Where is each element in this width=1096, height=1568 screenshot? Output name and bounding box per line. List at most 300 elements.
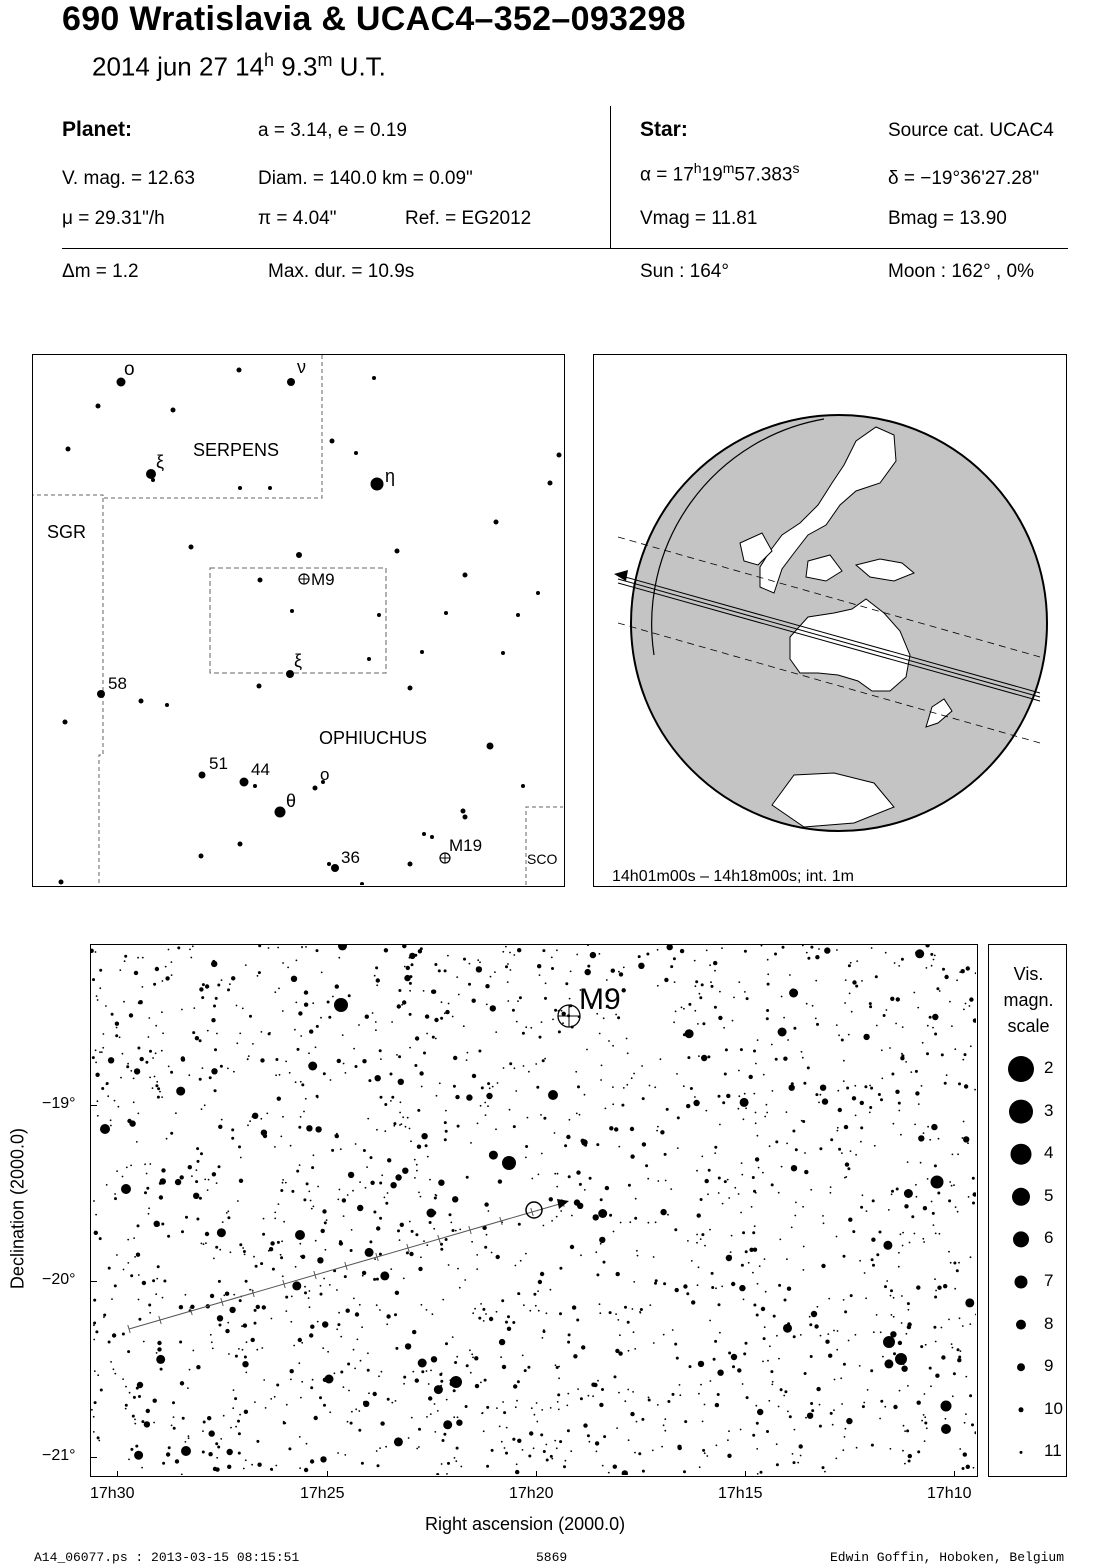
field-star — [113, 1334, 115, 1336]
field-star — [95, 1073, 99, 1077]
field-star — [216, 1182, 218, 1184]
hour-superscript: h — [264, 50, 275, 70]
field-star — [900, 1056, 904, 1060]
field-star — [753, 1050, 756, 1053]
field-star — [830, 1186, 832, 1188]
field-star — [902, 1026, 904, 1028]
field-star — [955, 1206, 957, 1208]
field-star — [700, 1238, 702, 1240]
field-star — [691, 1300, 695, 1304]
field-star — [648, 1399, 651, 1402]
field-star — [323, 1404, 326, 1407]
field-star — [556, 1186, 558, 1188]
field-star — [938, 1138, 940, 1140]
field-star — [342, 1034, 344, 1036]
field-star — [522, 1449, 524, 1451]
field-star — [552, 1019, 554, 1021]
field-star — [975, 972, 976, 974]
field-star — [904, 1430, 906, 1432]
field-star — [167, 1235, 170, 1238]
field-star — [663, 1424, 665, 1426]
field-star — [376, 1450, 378, 1452]
field-star — [731, 1282, 735, 1286]
field-star — [449, 1213, 452, 1216]
field-star — [155, 1052, 157, 1054]
field-star — [419, 1071, 423, 1075]
field-star — [865, 1297, 867, 1299]
field-star — [115, 1034, 118, 1037]
field-star — [332, 996, 334, 998]
field-star — [114, 1284, 117, 1287]
field-star — [626, 1038, 628, 1040]
field-star — [738, 1108, 740, 1110]
field-star — [116, 1027, 118, 1029]
field-star — [944, 1082, 947, 1085]
field-star — [876, 1314, 878, 1316]
field-star — [737, 1368, 741, 1372]
field-star — [189, 949, 191, 951]
field-star — [456, 1420, 462, 1426]
field-star — [155, 1084, 158, 1087]
field-star — [800, 1334, 802, 1336]
field-star — [677, 1116, 680, 1119]
field-star — [317, 1097, 319, 1099]
field-star — [483, 1320, 485, 1322]
field-star — [418, 1267, 422, 1271]
field-star — [363, 1149, 366, 1152]
field-star — [397, 1229, 400, 1232]
field-star — [466, 1059, 468, 1061]
field-star — [816, 1023, 819, 1026]
field-star — [403, 1376, 406, 1379]
field-star — [283, 1221, 285, 1223]
field-star — [686, 1104, 690, 1108]
field-star — [824, 1471, 826, 1473]
field-star — [192, 1350, 194, 1352]
field-star — [765, 1291, 767, 1293]
field-star — [886, 1009, 888, 1011]
ra-minutes: 19 — [701, 164, 723, 186]
finder-star — [487, 743, 494, 750]
field-star — [452, 1016, 454, 1018]
field-star — [372, 1012, 374, 1014]
field-star — [337, 1059, 341, 1063]
field-star — [742, 1231, 745, 1234]
field-star — [615, 1313, 617, 1315]
label-nu: ν — [297, 357, 306, 377]
field-star — [738, 1193, 740, 1195]
field-star — [227, 1068, 229, 1070]
field-star — [948, 1199, 951, 1202]
field-star — [155, 967, 159, 971]
field-star — [636, 1250, 638, 1252]
field-star — [664, 1418, 666, 1420]
field-star — [780, 1388, 783, 1391]
field-star — [300, 1035, 302, 1037]
finder-star — [238, 842, 243, 847]
field-star — [569, 1119, 571, 1121]
field-star — [543, 1117, 546, 1120]
field-star — [742, 1383, 744, 1385]
field-star — [838, 1034, 840, 1036]
field-star — [954, 1048, 956, 1050]
field-star — [114, 1197, 117, 1200]
field-star — [133, 1101, 135, 1103]
field-star — [577, 1085, 580, 1088]
field-star — [105, 1005, 107, 1007]
legend-magnitude-label: 4 — [1044, 1143, 1054, 1163]
field-star — [148, 1213, 150, 1215]
field-star — [149, 1050, 152, 1053]
field-star — [841, 1403, 843, 1405]
field-star — [725, 1048, 728, 1051]
field-star — [634, 1348, 636, 1350]
field-star — [756, 1448, 758, 1450]
field-star — [847, 1167, 850, 1170]
field-star — [512, 1321, 515, 1324]
field-star — [136, 1141, 138, 1143]
field-star — [179, 1341, 182, 1344]
field-star — [732, 1365, 735, 1368]
field-star — [843, 1255, 846, 1258]
field-star — [483, 1430, 485, 1432]
field-star — [789, 974, 791, 976]
footer-author: Edwin Goffin, Hoboken, Belgium — [830, 1550, 1065, 1565]
field-star — [738, 1095, 740, 1097]
field-star — [706, 1455, 708, 1457]
y-tick-label: −20° — [42, 1271, 76, 1288]
field-star — [406, 1251, 409, 1254]
field-star — [299, 1467, 301, 1469]
field-star — [325, 1249, 327, 1251]
field-star — [142, 986, 144, 988]
field-star — [93, 1416, 95, 1418]
field-star — [908, 1454, 912, 1458]
field-star — [908, 1460, 911, 1463]
field-star — [306, 1125, 312, 1131]
field-star — [559, 1267, 562, 1270]
field-star — [642, 1142, 646, 1146]
field-star — [817, 1306, 819, 1308]
field-star — [486, 1093, 492, 1099]
minute-superscript: m — [317, 50, 333, 70]
field-star — [773, 1315, 776, 1318]
field-star — [253, 1256, 255, 1258]
field-star — [244, 1254, 246, 1256]
field-star — [801, 1051, 803, 1053]
field-star — [471, 1353, 473, 1355]
field-star — [496, 1407, 498, 1409]
field-star — [484, 1246, 487, 1249]
field-star — [640, 1308, 643, 1311]
field-star — [496, 1311, 498, 1313]
field-star — [156, 1352, 158, 1354]
field-star — [908, 1309, 910, 1311]
field-star — [376, 984, 378, 986]
field-star — [617, 1319, 619, 1321]
field-star — [485, 984, 489, 988]
field-star — [350, 1249, 353, 1252]
field-star — [315, 1240, 317, 1242]
field-star — [476, 1268, 478, 1270]
field-star — [722, 1203, 724, 1205]
field-star — [304, 990, 308, 994]
field-star — [154, 1076, 156, 1078]
field-star — [278, 988, 280, 990]
finder-star — [516, 613, 520, 617]
ra-hours: α = 17 — [640, 164, 694, 186]
field-star — [95, 1330, 98, 1333]
legend-dot — [1009, 1100, 1033, 1124]
field-star — [509, 1062, 512, 1065]
field-star — [242, 1361, 248, 1367]
field-star — [99, 969, 102, 972]
field-star — [447, 1462, 450, 1465]
field-star — [672, 1393, 675, 1396]
field-star — [162, 1297, 164, 1299]
field-star — [973, 1018, 976, 1022]
field-star — [522, 1032, 525, 1035]
field-star — [501, 1299, 504, 1302]
bright-star — [181, 1446, 191, 1456]
field-star — [710, 981, 712, 983]
field-star — [647, 1178, 649, 1180]
field-star — [809, 1323, 812, 1326]
field-star — [221, 1119, 223, 1121]
field-star — [907, 1302, 910, 1305]
field-star — [871, 1238, 875, 1242]
field-star — [601, 1065, 603, 1067]
field-star — [683, 1470, 686, 1473]
field-star — [486, 1004, 488, 1006]
field-star — [444, 1138, 447, 1141]
field-star — [513, 954, 515, 956]
field-star — [575, 1071, 577, 1073]
field-star — [188, 1435, 190, 1437]
field-star — [261, 1347, 263, 1349]
field-star — [827, 1333, 829, 1335]
boundary-serpens — [33, 355, 322, 498]
field-star — [218, 1165, 221, 1168]
field-star — [606, 979, 608, 981]
field-star — [756, 1314, 759, 1317]
field-star — [539, 974, 541, 976]
field-star — [303, 1198, 306, 1201]
field-star — [611, 969, 615, 973]
field-star — [229, 1307, 235, 1313]
field-star — [701, 1156, 703, 1158]
field-star — [225, 1292, 229, 1296]
field-star — [551, 967, 554, 970]
field-star — [423, 1052, 426, 1055]
field-star — [314, 1416, 318, 1420]
field-star — [770, 1370, 773, 1373]
field-star — [256, 1305, 260, 1309]
field-star — [871, 947, 873, 949]
field-star — [343, 1386, 345, 1388]
field-star — [568, 1175, 571, 1178]
field-star — [216, 1457, 218, 1459]
field-star — [337, 1452, 339, 1454]
field-star — [162, 1032, 164, 1034]
field-star — [157, 1341, 161, 1345]
field-star — [845, 1176, 847, 1178]
field-star — [91, 1409, 93, 1411]
field-star — [316, 1025, 319, 1028]
field-star — [859, 1365, 861, 1367]
bright-star — [548, 1090, 558, 1100]
field-star — [590, 952, 596, 958]
field-star — [384, 1130, 386, 1132]
field-star — [141, 1420, 144, 1423]
field-star — [783, 1017, 785, 1019]
field-star — [776, 1443, 778, 1445]
magnitude-legend — [988, 944, 1067, 1477]
field-star — [434, 1431, 436, 1433]
field-star — [893, 1405, 897, 1409]
field-star — [133, 1078, 135, 1080]
field-star — [180, 1175, 184, 1179]
field-star — [488, 1210, 490, 1212]
field-star — [753, 1248, 757, 1252]
field-star — [537, 1290, 539, 1292]
field-star — [713, 961, 717, 965]
field-star — [896, 1188, 899, 1191]
field-star — [152, 1280, 154, 1282]
field-star — [907, 1322, 911, 1326]
field-star — [855, 1334, 857, 1336]
field-star — [515, 1406, 517, 1408]
field-star — [905, 1061, 907, 1063]
field-star — [335, 1134, 339, 1138]
field-star — [848, 1218, 852, 1222]
field-star — [507, 963, 509, 965]
field-star — [439, 1082, 441, 1084]
field-star — [673, 957, 676, 960]
bright-star — [502, 1156, 516, 1170]
field-star — [507, 981, 509, 983]
field-star — [807, 1066, 810, 1069]
field-star — [943, 1284, 947, 1288]
field-star — [609, 1214, 612, 1217]
legend-magnitude-label: 2 — [1044, 1058, 1054, 1077]
field-star — [714, 1146, 717, 1149]
field-star — [702, 1421, 704, 1423]
field-star — [937, 1286, 941, 1290]
field-star — [376, 1278, 379, 1281]
finder-star — [286, 670, 294, 678]
field-star — [482, 1412, 484, 1414]
field-star — [876, 1253, 879, 1256]
field-star — [227, 1449, 233, 1455]
field-star — [586, 1049, 588, 1051]
finder-star — [408, 686, 413, 691]
field-star — [748, 1262, 750, 1264]
field-star — [924, 1440, 926, 1442]
field-star — [448, 1264, 450, 1266]
field-star — [768, 1400, 770, 1402]
field-star — [864, 1272, 866, 1274]
field-star — [160, 1178, 166, 1184]
field-star — [479, 961, 481, 963]
field-star — [234, 1397, 237, 1400]
field-star — [873, 1331, 875, 1333]
field-star — [425, 1144, 428, 1147]
field-star — [282, 1116, 284, 1118]
field-star — [491, 1449, 494, 1452]
field-star — [265, 1407, 267, 1409]
field-star — [738, 1070, 740, 1072]
field-star — [499, 1426, 501, 1428]
field-star — [375, 1029, 377, 1031]
legend-magnitude-label: 9 — [1044, 1356, 1054, 1376]
field-star — [402, 1168, 408, 1174]
field-star — [167, 1455, 169, 1457]
field-star — [557, 1173, 559, 1175]
field-star — [486, 1234, 488, 1236]
field-star — [312, 1002, 314, 1004]
m9-cluster-symbol — [299, 574, 309, 584]
field-star — [97, 1100, 99, 1102]
field-star — [227, 988, 230, 991]
field-star — [239, 1179, 243, 1183]
field-star — [675, 1288, 679, 1292]
field-star — [222, 1221, 224, 1223]
field-star — [529, 1431, 533, 1435]
field-star — [794, 1215, 796, 1217]
field-star — [536, 1421, 538, 1423]
field-star — [347, 1421, 349, 1423]
field-star — [432, 1036, 435, 1039]
field-star — [538, 1310, 540, 1312]
field-star — [387, 1398, 390, 1401]
field-star — [282, 1010, 284, 1012]
field-star — [722, 1101, 725, 1104]
field-star — [793, 1335, 796, 1338]
field-star — [432, 1313, 434, 1315]
field-star — [789, 1085, 795, 1091]
field-star — [850, 1150, 852, 1152]
field-star — [509, 952, 511, 954]
field-star — [140, 1057, 144, 1061]
field-star — [844, 1310, 847, 1313]
field-star — [653, 1256, 655, 1258]
field-star — [778, 1406, 780, 1408]
field-star — [870, 1369, 873, 1372]
field-star — [882, 1356, 884, 1358]
field-star — [551, 1458, 553, 1460]
field-star — [836, 1349, 838, 1351]
field-star — [628, 1439, 630, 1441]
finder-star — [367, 657, 371, 661]
field-star — [425, 1014, 429, 1018]
field-star — [565, 1460, 567, 1462]
field-star — [378, 1375, 380, 1377]
field-star — [212, 1172, 216, 1176]
field-star — [252, 1043, 254, 1045]
field-star — [697, 1023, 699, 1025]
field-star — [663, 1334, 665, 1336]
field-star — [411, 1230, 414, 1233]
field-star — [749, 1075, 753, 1079]
field-star — [844, 1125, 848, 1129]
field-star — [619, 972, 623, 976]
field-star — [379, 1447, 381, 1449]
field-star — [153, 1399, 157, 1403]
field-star — [670, 965, 673, 968]
field-star — [320, 1285, 322, 1287]
finder-star — [444, 611, 448, 615]
